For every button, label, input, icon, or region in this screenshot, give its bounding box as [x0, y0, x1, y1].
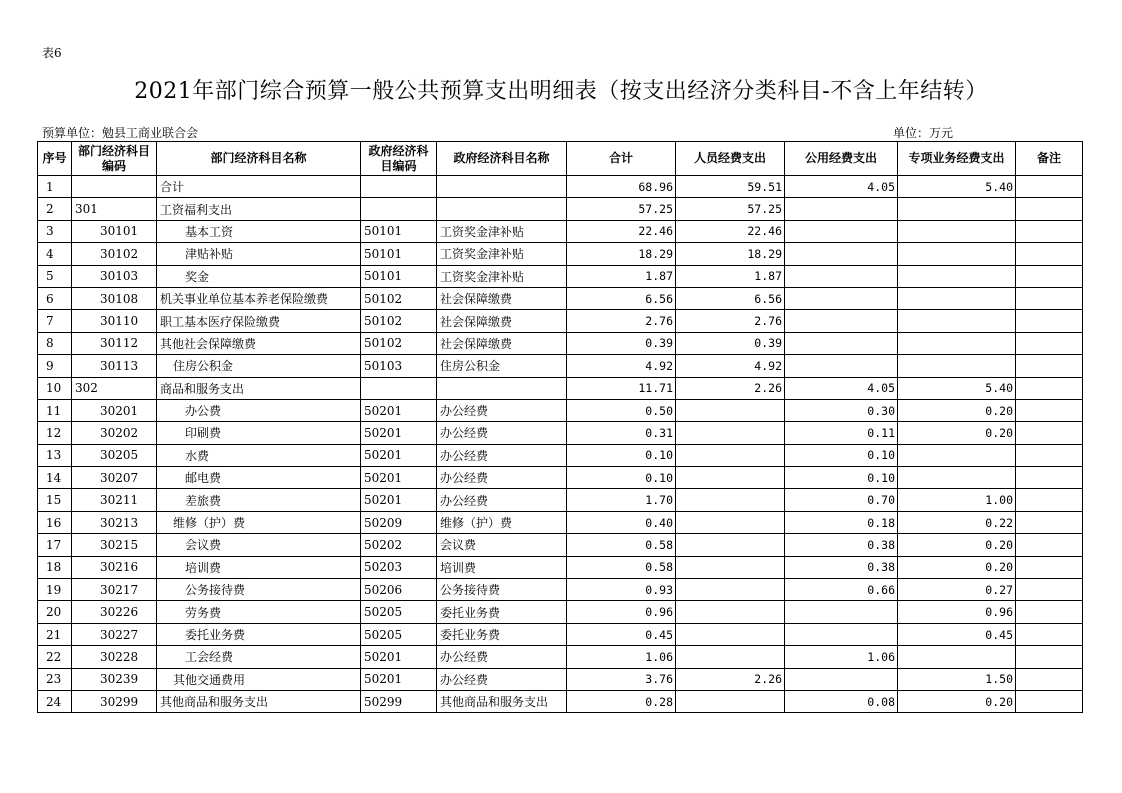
cell-special: [898, 287, 1016, 309]
cell-seq: 23: [38, 668, 72, 690]
cell-gov-code: 50103: [361, 355, 437, 377]
cell-public: [785, 332, 898, 354]
cell-seq: 14: [38, 467, 72, 489]
cell-seq: 16: [38, 511, 72, 533]
cell-special: [898, 444, 1016, 466]
cell-dept-name: 合计: [157, 176, 361, 198]
cell-dept-name: 印刷费: [157, 422, 361, 444]
cell-note: [1016, 377, 1083, 399]
header-row: [38, 142, 1083, 176]
cell-seq: 18: [38, 556, 72, 578]
table-row: [38, 601, 1083, 623]
cell-note: [1016, 310, 1083, 332]
cell-personnel: 18.29: [676, 243, 785, 265]
cell-gov-name: 办公经费: [437, 422, 567, 444]
col-header-personnel: 人员经费支出: [676, 142, 785, 176]
cell-gov-code: 50201: [361, 646, 437, 668]
cell-note: [1016, 579, 1083, 601]
cell-note: [1016, 176, 1083, 198]
cell-total: 0.58: [567, 556, 676, 578]
cell-total: 0.93: [567, 579, 676, 601]
table-row: [38, 556, 1083, 578]
cell-dept-name: 委托业务费: [157, 623, 361, 645]
cell-seq: 11: [38, 399, 72, 421]
cell-dept-code: 301: [72, 198, 157, 220]
cell-public: 0.08: [785, 690, 898, 712]
cell-total: 0.39: [567, 332, 676, 354]
cell-gov-name: 维修（护）费: [437, 511, 567, 533]
cell-gov-name: 工资奖金津补贴: [437, 220, 567, 242]
table-row: [38, 422, 1083, 444]
cell-special: [898, 332, 1016, 354]
cell-dept-code: 30101: [72, 220, 157, 242]
cell-special: 1.00: [898, 489, 1016, 511]
cell-gov-code: 50299: [361, 690, 437, 712]
cell-dept-code: 30110: [72, 310, 157, 332]
cell-special: [898, 265, 1016, 287]
cell-dept-name: 办公费: [157, 399, 361, 421]
cell-personnel: [676, 489, 785, 511]
cell-gov-code: 50101: [361, 220, 437, 242]
cell-note: [1016, 601, 1083, 623]
table-row: [38, 310, 1083, 332]
cell-dept-code: 302: [72, 377, 157, 399]
cell-dept-name: 差旅费: [157, 489, 361, 511]
cell-note: [1016, 489, 1083, 511]
cell-gov-name: [437, 176, 567, 198]
cell-gov-code: 50205: [361, 623, 437, 645]
cell-total: 0.45: [567, 623, 676, 645]
cell-total: 18.29: [567, 243, 676, 265]
cell-gov-code: 50201: [361, 489, 437, 511]
cell-note: [1016, 287, 1083, 309]
cell-gov-code: 50209: [361, 511, 437, 533]
cell-special: 0.20: [898, 399, 1016, 421]
cell-special: [898, 310, 1016, 332]
cell-dept-name: 邮电费: [157, 467, 361, 489]
cell-note: [1016, 690, 1083, 712]
cell-note: [1016, 623, 1083, 645]
table-row: [38, 690, 1083, 712]
cell-gov-name: 会议费: [437, 534, 567, 556]
cell-dept-name: 商品和服务支出: [157, 377, 361, 399]
cell-gov-name: 工资奖金津补贴: [437, 243, 567, 265]
cell-gov-code: 50201: [361, 668, 437, 690]
cell-note: [1016, 399, 1083, 421]
cell-dept-name: 其他商品和服务支出: [157, 690, 361, 712]
cell-dept-code: 30202: [72, 422, 157, 444]
cell-dept-code: 30103: [72, 265, 157, 287]
cell-seq: 24: [38, 690, 72, 712]
cell-total: 4.92: [567, 355, 676, 377]
cell-special: 1.50: [898, 668, 1016, 690]
cell-dept-name: 培训费: [157, 556, 361, 578]
cell-dept-code: 30211: [72, 489, 157, 511]
cell-seq: 12: [38, 422, 72, 444]
cell-dept-code: 30215: [72, 534, 157, 556]
cell-seq: 4: [38, 243, 72, 265]
cell-gov-code: 50201: [361, 467, 437, 489]
cell-personnel: [676, 690, 785, 712]
col-header-seq: 序号: [38, 142, 72, 176]
cell-total: 2.76: [567, 310, 676, 332]
table-row: [38, 377, 1083, 399]
cell-special: 5.40: [898, 377, 1016, 399]
cell-gov-name: 工资奖金津补贴: [437, 265, 567, 287]
cell-dept-name: 奖金: [157, 265, 361, 287]
cell-public: 0.66: [785, 579, 898, 601]
cell-personnel: [676, 399, 785, 421]
cell-dept-name: 机关事业单位基本养老保险缴费: [157, 287, 361, 309]
col-header-special: 专项业务经费支出: [898, 142, 1016, 176]
table-row: [38, 467, 1083, 489]
col-header-public: 公用经费支出: [785, 142, 898, 176]
cell-note: [1016, 668, 1083, 690]
cell-gov-name: 社会保障缴费: [437, 287, 567, 309]
cell-total: 22.46: [567, 220, 676, 242]
cell-total: 1.70: [567, 489, 676, 511]
cell-special: 0.96: [898, 601, 1016, 623]
cell-total: 0.96: [567, 601, 676, 623]
currency-unit-label: 单位：万元: [893, 126, 954, 140]
cell-dept-code: 30299: [72, 690, 157, 712]
cell-total: 0.40: [567, 511, 676, 533]
cell-note: [1016, 444, 1083, 466]
table-row: [38, 399, 1083, 421]
cell-gov-name: 办公经费: [437, 444, 567, 466]
cell-public: 0.30: [785, 399, 898, 421]
cell-dept-code: 30213: [72, 511, 157, 533]
cell-gov-name: 培训费: [437, 556, 567, 578]
cell-dept-name: 其他交通费用: [157, 668, 361, 690]
cell-seq: 20: [38, 601, 72, 623]
cell-personnel: 57.25: [676, 198, 785, 220]
cell-total: 0.10: [567, 467, 676, 489]
cell-personnel: 2.26: [676, 377, 785, 399]
cell-public: [785, 310, 898, 332]
cell-seq: 15: [38, 489, 72, 511]
cell-personnel: [676, 422, 785, 444]
cell-special: 0.20: [898, 534, 1016, 556]
cell-public: [785, 287, 898, 309]
cell-dept-name: 公务接待费: [157, 579, 361, 601]
cell-personnel: [676, 467, 785, 489]
table-row: [38, 623, 1083, 645]
cell-public: [785, 668, 898, 690]
cell-gov-code: 50202: [361, 534, 437, 556]
cell-note: [1016, 646, 1083, 668]
cell-dept-name: 基本工资: [157, 220, 361, 242]
table-row: [38, 579, 1083, 601]
cell-gov-code: 50102: [361, 332, 437, 354]
cell-dept-name: 水费: [157, 444, 361, 466]
cell-seq: 3: [38, 220, 72, 242]
cell-special: 0.20: [898, 556, 1016, 578]
cell-special: [898, 243, 1016, 265]
cell-gov-name: 办公经费: [437, 399, 567, 421]
cell-special: [898, 646, 1016, 668]
cell-personnel: 22.46: [676, 220, 785, 242]
cell-personnel: 2.26: [676, 668, 785, 690]
table-row: [38, 534, 1083, 556]
cell-gov-name: 委托业务费: [437, 623, 567, 645]
cell-gov-code: 50102: [361, 310, 437, 332]
cell-personnel: 4.92: [676, 355, 785, 377]
cell-seq: 10: [38, 377, 72, 399]
cell-total: 0.10: [567, 444, 676, 466]
cell-gov-name: [437, 198, 567, 220]
cell-special: [898, 220, 1016, 242]
cell-dept-name: 工会经费: [157, 646, 361, 668]
cell-special: [898, 198, 1016, 220]
table-row: [38, 287, 1083, 309]
cell-gov-name: 办公经费: [437, 668, 567, 690]
cell-gov-name: 其他商品和服务支出: [437, 690, 567, 712]
cell-total: 6.56: [567, 287, 676, 309]
cell-dept-name: 津贴补贴: [157, 243, 361, 265]
table-row: [38, 220, 1083, 242]
col-header-gov-name: 政府经济科目名称: [437, 142, 567, 176]
cell-public: 0.70: [785, 489, 898, 511]
cell-gov-code: 50101: [361, 265, 437, 287]
table-row: [38, 176, 1083, 198]
cell-note: [1016, 332, 1083, 354]
col-header-note: 备注: [1016, 142, 1083, 176]
cell-dept-code: 30112: [72, 332, 157, 354]
cell-personnel: [676, 646, 785, 668]
cell-personnel: 2.76: [676, 310, 785, 332]
cell-total: 57.25: [567, 198, 676, 220]
table-row: [38, 668, 1083, 690]
cell-dept-code: 30228: [72, 646, 157, 668]
cell-dept-code: [72, 176, 157, 198]
cell-seq: 7: [38, 310, 72, 332]
table-row: [38, 646, 1083, 668]
cell-note: [1016, 265, 1083, 287]
cell-dept-code: 30227: [72, 623, 157, 645]
cell-seq: 22: [38, 646, 72, 668]
cell-gov-code: [361, 176, 437, 198]
table-row: [38, 332, 1083, 354]
cell-note: [1016, 243, 1083, 265]
cell-seq: 1: [38, 176, 72, 198]
cell-dept-code: 30239: [72, 668, 157, 690]
table-row: [38, 355, 1083, 377]
cell-personnel: [676, 511, 785, 533]
cell-seq: 19: [38, 579, 72, 601]
cell-seq: 13: [38, 444, 72, 466]
page-title: 2021年部门综合预算一般公共预算支出明细表（按支出经济分类科目-不含上年结转）: [134, 79, 988, 104]
cell-note: [1016, 198, 1083, 220]
cell-dept-name: 会议费: [157, 534, 361, 556]
cell-seq: 9: [38, 355, 72, 377]
budget-detail-table: [37, 141, 1083, 713]
cell-gov-name: 办公经费: [437, 467, 567, 489]
cell-public: 0.18: [785, 511, 898, 533]
cell-seq: 21: [38, 623, 72, 645]
cell-total: 68.96: [567, 176, 676, 198]
cell-gov-code: 50205: [361, 601, 437, 623]
table-tag: 表6: [42, 46, 62, 60]
cell-total: 3.76: [567, 668, 676, 690]
table-body: [38, 176, 1083, 713]
cell-gov-code: [361, 377, 437, 399]
table-row: [38, 265, 1083, 287]
cell-special: 0.22: [898, 511, 1016, 533]
cell-total: 0.58: [567, 534, 676, 556]
cell-public: [785, 623, 898, 645]
cell-total: 0.31: [567, 422, 676, 444]
col-header-dept-name: 部门经济科目名称: [157, 142, 361, 176]
cell-note: [1016, 534, 1083, 556]
cell-gov-name: 办公经费: [437, 646, 567, 668]
cell-personnel: 59.51: [676, 176, 785, 198]
cell-dept-name: 维修（护）费: [157, 511, 361, 533]
cell-public: [785, 198, 898, 220]
cell-dept-name: 其他社会保障缴费: [157, 332, 361, 354]
cell-total: 11.71: [567, 377, 676, 399]
cell-gov-code: 50101: [361, 243, 437, 265]
cell-personnel: 6.56: [676, 287, 785, 309]
table-row: [38, 489, 1083, 511]
cell-note: [1016, 511, 1083, 533]
cell-gov-code: 50201: [361, 444, 437, 466]
cell-gov-name: 社会保障缴费: [437, 310, 567, 332]
cell-gov-name: 办公经费: [437, 489, 567, 511]
cell-dept-code: 30108: [72, 287, 157, 309]
cell-seq: 8: [38, 332, 72, 354]
cell-special: 5.40: [898, 176, 1016, 198]
cell-gov-name: 委托业务费: [437, 601, 567, 623]
cell-personnel: [676, 534, 785, 556]
cell-gov-code: 50201: [361, 422, 437, 444]
cell-total: 1.06: [567, 646, 676, 668]
cell-note: [1016, 355, 1083, 377]
cell-gov-name: 住房公积金: [437, 355, 567, 377]
cell-public: 1.06: [785, 646, 898, 668]
cell-special: [898, 355, 1016, 377]
cell-dept-name: 职工基本医疗保险缴费: [157, 310, 361, 332]
cell-personnel: 0.39: [676, 332, 785, 354]
cell-public: 0.38: [785, 556, 898, 578]
cell-gov-code: 50201: [361, 399, 437, 421]
cell-dept-code: 30207: [72, 467, 157, 489]
table-row: [38, 444, 1083, 466]
cell-dept-name: 住房公积金: [157, 355, 361, 377]
cell-dept-code: 30201: [72, 399, 157, 421]
cell-personnel: [676, 556, 785, 578]
cell-note: [1016, 220, 1083, 242]
cell-public: 4.05: [785, 176, 898, 198]
cell-public: [785, 243, 898, 265]
cell-gov-name: 社会保障缴费: [437, 332, 567, 354]
cell-public: 0.11: [785, 422, 898, 444]
cell-gov-code: [361, 198, 437, 220]
cell-public: [785, 220, 898, 242]
cell-dept-code: 30226: [72, 601, 157, 623]
cell-seq: 6: [38, 287, 72, 309]
cell-public: [785, 601, 898, 623]
cell-personnel: [676, 579, 785, 601]
col-header-gov-code: 政府经济科目编码: [361, 142, 437, 176]
table-row: [38, 243, 1083, 265]
cell-public: 0.10: [785, 467, 898, 489]
col-header-total: 合计: [567, 142, 676, 176]
cell-dept-code: 30113: [72, 355, 157, 377]
cell-gov-name: 公务接待费: [437, 579, 567, 601]
table-row: [38, 198, 1083, 220]
cell-gov-code: 50206: [361, 579, 437, 601]
cell-note: [1016, 422, 1083, 444]
table-row: [38, 511, 1083, 533]
cell-special: 0.45: [898, 623, 1016, 645]
cell-seq: 17: [38, 534, 72, 556]
cell-special: [898, 467, 1016, 489]
cell-personnel: 1.87: [676, 265, 785, 287]
cell-dept-code: 30205: [72, 444, 157, 466]
cell-special: 0.27: [898, 579, 1016, 601]
cell-dept-name: 劳务费: [157, 601, 361, 623]
cell-special: 0.20: [898, 422, 1016, 444]
cell-public: [785, 355, 898, 377]
cell-seq: 5: [38, 265, 72, 287]
cell-note: [1016, 556, 1083, 578]
budget-unit-label: 预算单位：勉县工商业联合会: [42, 126, 199, 140]
cell-total: 1.87: [567, 265, 676, 287]
col-header-dept-code: 部门经济科目编码: [72, 142, 157, 176]
cell-public: [785, 265, 898, 287]
cell-dept-code: 30216: [72, 556, 157, 578]
cell-special: 0.20: [898, 690, 1016, 712]
cell-dept-code: 30102: [72, 243, 157, 265]
cell-public: 0.38: [785, 534, 898, 556]
cell-dept-name: 工资福利支出: [157, 198, 361, 220]
cell-public: 4.05: [785, 377, 898, 399]
cell-note: [1016, 467, 1083, 489]
cell-dept-code: 30217: [72, 579, 157, 601]
cell-gov-code: 50203: [361, 556, 437, 578]
cell-personnel: [676, 601, 785, 623]
cell-gov-name: [437, 377, 567, 399]
cell-gov-code: 50102: [361, 287, 437, 309]
cell-total: 0.28: [567, 690, 676, 712]
cell-personnel: [676, 444, 785, 466]
cell-seq: 2: [38, 198, 72, 220]
cell-total: 0.50: [567, 399, 676, 421]
cell-personnel: [676, 623, 785, 645]
cell-public: 0.10: [785, 444, 898, 466]
